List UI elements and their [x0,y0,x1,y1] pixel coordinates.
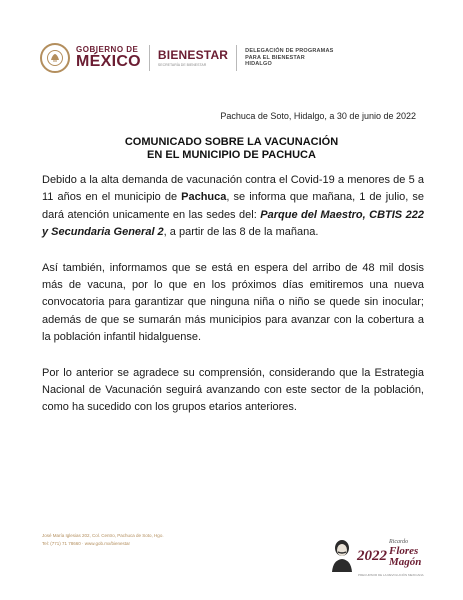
bienestar-subtext: SECRETARÍA DE BIENESTAR [157,62,207,67]
national-seal-icon [40,43,70,73]
logo-name [389,540,421,567]
portrait-icon [330,538,354,572]
paragraph-text: , se informa que mañana, 1 de julio, se dará atención unicamente en las sedes del: [42,191,424,221]
bienestar-logo [158,49,228,68]
document-body [42,172,424,417]
gobierno-top-text: GOBIERNO DE [76,45,139,54]
delegacion-block [245,48,333,68]
delegacion-line: HIDALGO [245,61,272,68]
highlight-pachuca: Pachuca [181,191,227,204]
gobierno-main-text: MÉXICO [76,53,141,70]
header-divider [149,45,150,71]
document-title [0,136,463,162]
delegacion-line: PARA EL BIENESTAR [245,54,305,61]
bienestar-text: BIENESTAR [157,47,229,62]
paragraph-text: , a partir de las 8 de la mañana. [163,226,319,239]
document-date: Pachuca de Soto, Hidalgo, a 30 de junio de 2022 [220,111,416,121]
logo-name-magon: Magón [389,555,422,568]
footer-address [42,532,164,548]
title-line: EN EL MUNICIPIO DE PACHUCA [147,149,316,161]
paragraph-2: Así también, informamos que se está en espera del arribo de 48 mil dosis más de vacuna, por lo que en los próximos días emitiremos una nueva convocatoria para garantizar que ninguna niña o niño se quede sin inocular; además de que se sumarán más municipios para avanzar con la cobertura a la población infantil hidalguense. [42,261,424,344]
paragraph-text: Debido a la alta demanda de vacunación contra el Covid-19 a menores de 5 a 11 años en el municipio de [42,174,424,204]
title-line: COMUNICADO SOBRE LA VACUNACIÓN [124,136,339,148]
gobierno-logo [76,46,141,70]
logo-year: 2022 [357,548,387,564]
address-line: José María Iglesias 202, Col. Centro, Pachuca de Soto, Hgo. [42,533,164,538]
paragraph-3: Por lo anterior se agradece su comprensión, considerando que la Estrategia Nacional de Vacunación seguirá avanzando con este sector de la población, como ha sucedido con los grupos etarios anteriores. [42,366,424,414]
delegacion-line: DELEGACIÓN DE PROGRAMAS [245,48,334,55]
logo-subtitle: PRECURSOR DE LA REVOLUCIÓN MEXICANA [358,573,424,577]
letterhead [40,38,334,78]
highlight-sedes: Parque del Maestro, CBTIS 222 y Secundaria General 2 [42,208,424,239]
flores-magon-logo [330,532,424,577]
contact-line: Tel: (771) 71 78660 · www.gob.mx/bienestar [42,541,131,546]
paragraph-1 [42,172,424,242]
logo-name-small: Ricardo [389,539,409,546]
logo-name-flores: Flores [389,545,419,558]
header-divider [236,45,237,71]
